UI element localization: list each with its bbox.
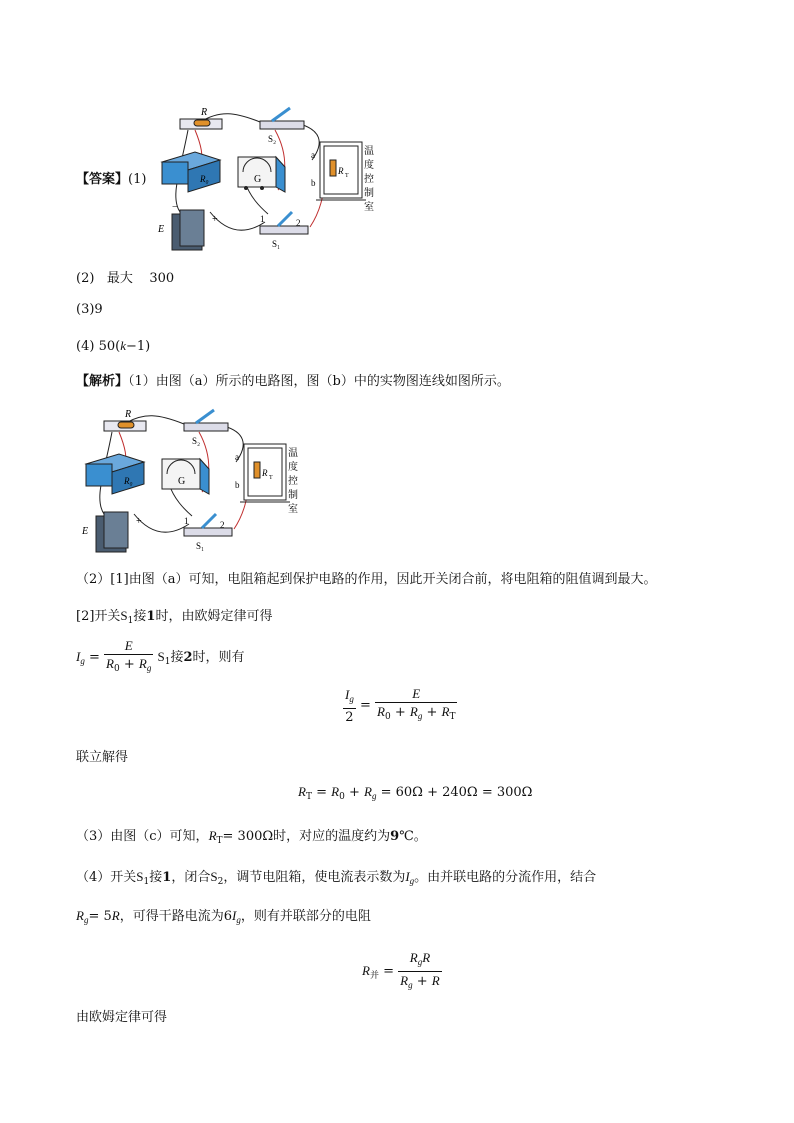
equation-parallel: $R_并$ = $\frac{R_gR}{R_g + R}$ — [362, 950, 442, 994]
svg-text:温: 温 — [364, 146, 374, 157]
svg-text:S₂: S₂ — [268, 134, 277, 144]
analysis-line-3: [2]开关$S_1$接1时，由欧姆定律可得 — [76, 608, 273, 626]
svg-text:制: 制 — [288, 490, 298, 501]
analysis-line-2: （2）[1]由图（a）可知，电阻箱起到保护电路的作用，因此开关闭合前，将电阻箱的阻值调到最大。 — [76, 572, 657, 587]
analysis-line-8: 由欧姆定律可得 — [76, 1010, 168, 1025]
switch-S1 — [260, 212, 308, 249]
circuit-figure-answer — [150, 102, 380, 252]
resistance-box-R-2 — [104, 409, 146, 431]
room-label-2 — [288, 447, 298, 515]
resistance-box-R0 — [162, 152, 220, 192]
answer-part2-num: (2) — [76, 271, 95, 286]
answer-line-4: (4) 50(k−1) — [76, 338, 151, 354]
svg-text:2: 2 — [296, 218, 301, 228]
galvanometer-G-2 — [162, 459, 209, 494]
svg-text:R: R — [201, 107, 208, 118]
analysis-line-5: （3）由图（c）可知，$R_T= 300\Omega$时，对应的温度约为9℃。 — [76, 828, 427, 846]
resistance-box-R — [180, 107, 222, 129]
svg-text:b: b — [311, 178, 316, 188]
answer-part2-b: 300 — [149, 271, 175, 286]
svg-text:控: 控 — [288, 476, 298, 487]
answer-part2-a: 最大 — [106, 271, 133, 286]
svg-text:T: T — [269, 475, 273, 481]
switch-S2-2 — [184, 410, 228, 446]
svg-text:b: b — [235, 480, 240, 490]
svg-text:S₁: S₁ — [272, 239, 281, 249]
analysis-label: 【解析】 — [76, 374, 129, 389]
answer-part1-num: (1) — [128, 172, 147, 187]
svg-text:+: + — [212, 214, 218, 225]
answer-line-1 — [76, 172, 146, 188]
answer-part3-value: 9 — [94, 302, 103, 317]
equation-result: $R_T = R_0 + R_g = 60\Omega + 240\Omega = 300\Omega$ — [298, 784, 533, 802]
svg-text:E: E — [158, 224, 165, 235]
svg-text:度: 度 — [288, 462, 298, 473]
circuit-figure-analysis — [74, 404, 304, 554]
svg-text:R₀: R₀ — [200, 174, 209, 184]
svg-text:制: 制 — [364, 188, 374, 199]
analysis-line-6: （4）开关$S_1$接1，闭合$S_2$，调节电阻箱，使电流表示数为$I_g$。由并联电路的分流作用，结合 — [76, 869, 597, 887]
answer-part4-value: 50 — [98, 339, 116, 354]
svg-text:R: R — [338, 166, 344, 176]
svg-text:G: G — [254, 174, 262, 185]
analysis-line-7: $R_g= 5R$，可得干路电流为$6I_g$，则有并联部分的电阻 — [76, 908, 371, 925]
analysis-line-1: 【解析】（1）由图（a）所示的电路图，图（b）中的实物图连线如图所示。 — [76, 374, 510, 389]
svg-text:T: T — [345, 173, 349, 179]
switch-S2 — [260, 108, 304, 144]
svg-text:温: 温 — [288, 448, 298, 459]
svg-text:a: a — [311, 150, 315, 160]
room-label — [364, 145, 374, 213]
svg-text:−: − — [172, 202, 178, 213]
answer-label: 【答案】 — [76, 172, 129, 187]
temperature-room-2 — [235, 444, 290, 502]
answer-line-2 — [76, 271, 174, 287]
svg-text:+: + — [136, 516, 142, 527]
svg-text:R: R — [262, 468, 268, 478]
galvanometer-G — [238, 157, 285, 192]
resistance-box-R0-2 — [86, 454, 144, 494]
battery-E-2 — [81, 512, 142, 552]
battery-E — [157, 202, 218, 250]
svg-text:室: 室 — [364, 202, 374, 213]
answer-part3-num: (3) — [76, 302, 95, 317]
equation-half: $\frac{I_g}{2}$ = $\frac{E}{R_0 + R_g + R_T}$ — [345, 686, 456, 725]
svg-text:S₁: S₁ — [196, 541, 205, 551]
svg-text:a: a — [235, 452, 239, 462]
svg-text:2: 2 — [220, 520, 225, 530]
svg-text:1: 1 — [260, 214, 265, 224]
svg-text:度: 度 — [364, 160, 374, 171]
analysis-combine: 联立解得 — [76, 750, 129, 765]
answer-part4-num: (4) — [76, 339, 95, 354]
svg-text:控: 控 — [364, 174, 374, 185]
answer-line-3 — [76, 302, 103, 318]
svg-text:R₀: R₀ — [124, 476, 133, 486]
svg-text:R: R — [125, 409, 132, 420]
switch-S1-2 — [184, 514, 232, 551]
temperature-room — [311, 142, 366, 200]
equation-ig: $I_g$ = $\frac{E}{R_0 + R_g}$ $S_1$接2时，则有 — [76, 638, 245, 680]
svg-text:S₂: S₂ — [192, 436, 201, 446]
svg-text:E: E — [82, 526, 89, 537]
svg-text:1: 1 — [184, 516, 189, 526]
svg-text:室: 室 — [288, 504, 298, 515]
svg-text:G: G — [178, 476, 186, 487]
